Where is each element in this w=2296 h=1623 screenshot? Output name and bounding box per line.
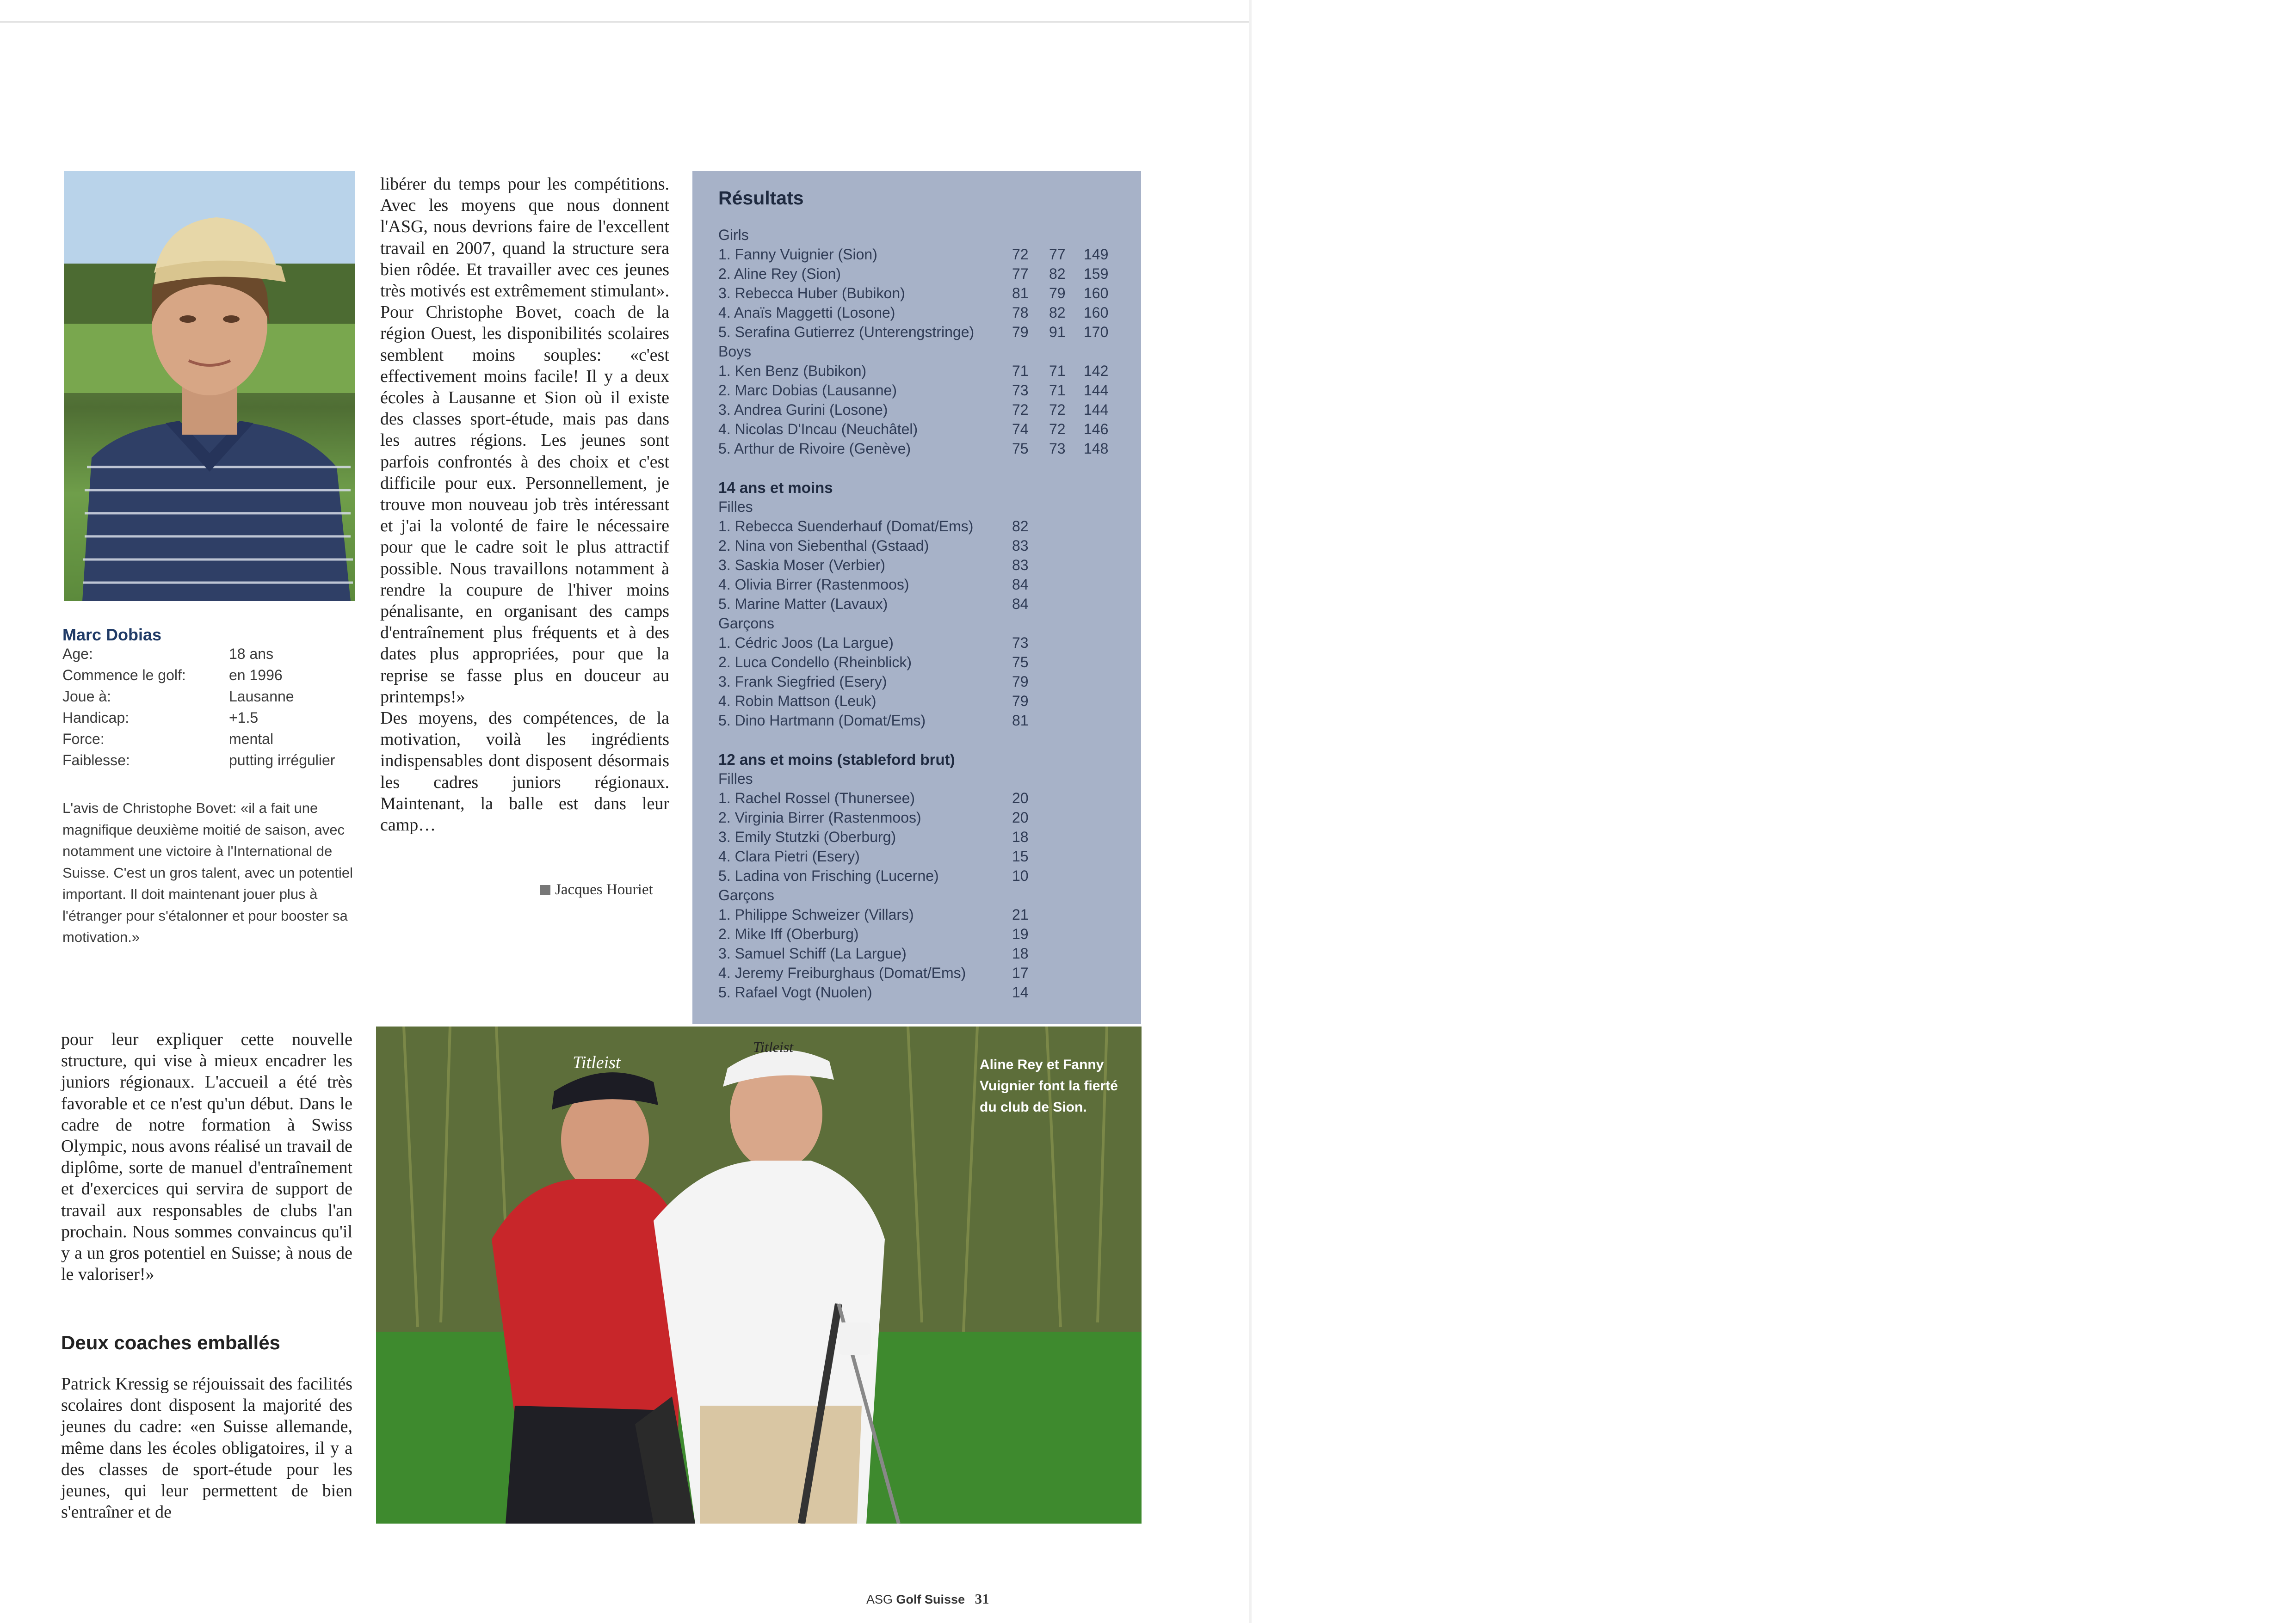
results-row [718, 596, 1125, 615]
round-1-score: 72 [1012, 246, 1029, 263]
total-score: 160 [1084, 304, 1109, 321]
round-2-score: 82 [1049, 265, 1066, 282]
player-name: 4. Jeremy Freiburghaus (Domat/Ems) [718, 965, 966, 981]
player-name: 2. Marc Dobias (Lausanne) [718, 382, 897, 399]
article-paragraph: libérer du temps pour les compétitions. Avec les moyens que nous donnent l'ASG, nous devrions faire de l'excellent travail en 2007, quand la structure sera bien rôdée. Et travailler avec ces jeunes très motivés est extrêmement stimulant». Pour Christophe Bovet, coach de la région Ouest, les disponibilités scolaires semblent moins souples: «c'est effectivement moins facile! Il y a deux écoles à Lausanne et Sion où il existe des classes sport-étude, mais pas dans les autres régions. Les jeunes sont parfois confrontés à des choix et c'est difficile pour eux. Personnellement, je trouve mon nouveau job très intéressant et j'ai la volonté de faire le nécessaire pour que le cadre soit le plus attractif possible. Nous travaillons notamment à rendre la coupure de l'hiver moins pénalisante, en organisant des camps d'entraînement plus fréquents et à des dates plus appropriées, pour que la reprise se fasse plus en douceur au printemps!» [380, 174, 669, 707]
square-bullet-icon [540, 885, 550, 895]
player-name: 1. Philippe Schweizer (Villars) [718, 906, 914, 923]
profile-value: +1.5 [229, 709, 259, 726]
results-row [718, 401, 1125, 421]
results-category: Garçons [718, 615, 774, 632]
player-name: 4. Robin Mattson (Leuk) [718, 693, 876, 709]
results-row [718, 576, 1125, 596]
player-score: 82 [1012, 518, 1029, 535]
round-1-score: 72 [1012, 401, 1029, 418]
profile-value: Lausanne [229, 688, 294, 705]
footer-prefix: ASG [866, 1592, 893, 1606]
results-row [718, 984, 1125, 1003]
profile-label: Age: [62, 646, 93, 662]
results-row [718, 906, 1125, 926]
player-name: 5. Rafael Vogt (Nuolen) [718, 984, 872, 1001]
results-group-heading: 12 ans et moins (stableford brut) [718, 751, 955, 768]
total-score: 142 [1084, 363, 1109, 379]
results-title: Résultats [718, 187, 804, 209]
results-row [718, 537, 1125, 557]
round-1-score: 75 [1012, 440, 1029, 457]
player-name: 4. Anaïs Maggetti (Losone) [718, 304, 895, 321]
profile-value: en 1996 [229, 667, 283, 683]
round-1-score: 77 [1012, 265, 1029, 282]
player-score: 84 [1012, 576, 1029, 593]
player-score: 18 [1012, 829, 1029, 845]
player-score: 83 [1012, 537, 1029, 554]
player-score: 10 [1012, 867, 1029, 884]
round-2-score: 71 [1049, 363, 1066, 379]
results-row [718, 421, 1125, 440]
results-category: Filles [718, 770, 753, 787]
player-name: 1. Cédric Joos (La Largue) [718, 634, 894, 651]
results-row [718, 285, 1125, 304]
player-name: 1. Ken Benz (Bubikon) [718, 363, 867, 379]
profile-label: Handicap: [62, 709, 130, 726]
results-row [718, 363, 1125, 382]
total-score: 159 [1084, 265, 1109, 282]
results-row [718, 790, 1125, 809]
player-name: 2. Luca Condello (Rheinblick) [718, 654, 912, 670]
profile-label: Force: [62, 731, 105, 747]
cap-logo-text: Titleist [573, 1053, 621, 1072]
total-score: 170 [1084, 324, 1109, 340]
round-2-score: 91 [1049, 324, 1066, 340]
profile-value: putting irrégulier [229, 752, 335, 768]
player-score: 73 [1012, 634, 1029, 651]
round-2-score: 77 [1049, 246, 1066, 263]
player-name: 3. Andrea Gurini (Losone) [718, 401, 888, 418]
total-score: 160 [1084, 285, 1109, 301]
results-row [718, 809, 1125, 829]
player-score: 20 [1012, 790, 1029, 806]
round-2-score: 79 [1049, 285, 1066, 301]
player-name: 1. Rachel Rossel (Thunersee) [718, 790, 915, 806]
player-score: 20 [1012, 809, 1029, 826]
profile-value: mental [229, 731, 274, 747]
player-name: 2. Aline Rey (Sion) [718, 265, 841, 282]
player-score: 84 [1012, 596, 1029, 612]
results-row [718, 634, 1125, 654]
profile-label: Faiblesse: [62, 752, 130, 768]
player-score: 83 [1012, 557, 1029, 573]
article-column-1: pour leur expliquer cette nouvelle structure, qui vise à mieux encadrer les juniors régionaux. L'accueil a été très favorable et ce n'est qu'un début. Dans le cadre de notre formation à Swiss Olympic, nous avons réalisé un travail de diplôme, sorte de manuel d'entraînement et d'exercices qui servira de support de travail aux responsables de clubs l'an prochain. Nous sommes convaincus qu'il y a un gros potentiel en Suisse; à nous de le valoriser!» [61, 1030, 353, 1285]
article-paragraph: Des moyens, des compétences, de la motivation, voilà les ingrédients indispensables dont disposent désormais les cadres juniors régionaux. Maintenant, la balle est dans leur camp… [380, 708, 669, 835]
footer-magazine: Golf Suisse [896, 1592, 965, 1606]
player-score: 81 [1012, 712, 1029, 729]
round-1-score: 79 [1012, 324, 1029, 340]
results-group-heading: 14 ans et moins [718, 479, 833, 496]
results-row [718, 382, 1125, 401]
results-row [718, 848, 1125, 867]
results-category: Filles [718, 498, 753, 515]
results-row [718, 926, 1125, 945]
portrait-photo [64, 171, 355, 601]
page-number: 31 [975, 1591, 989, 1607]
results-row [718, 518, 1125, 537]
author-name: Jacques Houriet [555, 881, 653, 898]
results-category: Garçons [718, 887, 774, 904]
player-name: 3. Samuel Schiff (La Largue) [718, 945, 907, 962]
results-row [718, 265, 1125, 285]
player-name: 3. Saskia Moser (Verbier) [718, 557, 886, 573]
player-name: 3. Emily Stutzki (Oberburg) [718, 829, 896, 845]
round-1-score: 71 [1012, 363, 1029, 379]
player-name: 5. Ladina von Frisching (Lucerne) [718, 867, 939, 884]
results-category: Boys [718, 343, 752, 360]
player-name: 1. Rebecca Suenderhauf (Domat/Ems) [718, 518, 974, 535]
cap-logo-text-2: Titleist [753, 1039, 794, 1055]
profile-label: Commence le golf: [62, 667, 186, 683]
coach-quote: L'avis de Christophe Bovet: «il a fait une magnifique deuxième moitié de saison, avec notamment une victoire à l'International de Suisse. C'est un gros talent, avec un potentiel important. Il doit maintenant jouer plus à l'étranger pour s'étalonner et pour booster sa motivation.» [62, 800, 353, 945]
player-name: 1. Fanny Vuignier (Sion) [718, 246, 877, 263]
total-score: 149 [1084, 246, 1109, 263]
player-name: 3. Frank Siegfried (Esery) [718, 673, 887, 690]
player-score: 19 [1012, 926, 1029, 942]
results-row [718, 965, 1125, 984]
total-score: 144 [1084, 382, 1109, 399]
round-1-score: 73 [1012, 382, 1029, 399]
results-row [718, 867, 1125, 887]
player-name: 4. Clara Pietri (Esery) [718, 848, 860, 865]
page-edge [1249, 0, 1252, 1623]
player-score: 75 [1012, 654, 1029, 670]
results-row [718, 246, 1125, 265]
section-heading: Deux coaches emballés [61, 1332, 280, 1353]
player-score: 15 [1012, 848, 1029, 865]
results-row [718, 712, 1125, 732]
round-2-score: 73 [1049, 440, 1066, 457]
profile-value: 18 ans [229, 646, 274, 662]
results-row [718, 693, 1125, 712]
results-row [718, 324, 1125, 343]
results-row [718, 829, 1125, 848]
total-score: 148 [1084, 440, 1109, 457]
author-signature [540, 881, 653, 898]
player-name: 2. Nina von Siebenthal (Gstaad) [718, 537, 929, 554]
results-row [718, 654, 1125, 673]
player-name: 5. Serafina Gutierrez (Unterengstringe) [718, 324, 975, 340]
player-score: 18 [1012, 945, 1029, 962]
round-1-score: 78 [1012, 304, 1029, 321]
round-1-score: 74 [1012, 421, 1029, 437]
player-name: 2. Virginia Birrer (Rastenmoos) [718, 809, 921, 826]
results-row [718, 557, 1125, 576]
results-row [718, 440, 1125, 460]
round-2-score: 72 [1049, 401, 1066, 418]
top-rule [0, 21, 1249, 23]
player-score: 79 [1012, 693, 1029, 709]
results-row [718, 945, 1125, 965]
player-score: 17 [1012, 965, 1029, 981]
round-2-score: 72 [1049, 421, 1066, 437]
player-name: 4. Nicolas D'Incau (Neuchâtel) [718, 421, 918, 437]
player-score: 79 [1012, 673, 1029, 690]
profile-label: Joue à: [62, 688, 111, 705]
round-1-score: 81 [1012, 285, 1029, 301]
round-2-score: 82 [1049, 304, 1066, 321]
player-name: 4. Olivia Birrer (Rastenmoos) [718, 576, 909, 593]
total-score: 146 [1084, 421, 1109, 437]
player-score: 21 [1012, 906, 1029, 923]
profile-name: Marc Dobias [62, 625, 162, 644]
player-name: 5. Marine Matter (Lavaux) [718, 596, 888, 612]
results-category: Girls [718, 227, 749, 243]
article-column-1-continued: Patrick Kressig se réjouissait des facilités scolaires dont disposent la majorité des jeunes du cadre: «en Suisse allemande, même dans les écoles obligatoires, il y a des classes de sport-étude pour les jeunes, qui leur permettent de bien s'entraîner et de [61, 1374, 353, 1522]
player-name: 2. Mike Iff (Oberburg) [718, 926, 859, 942]
results-row [718, 304, 1125, 324]
results-row [718, 673, 1125, 693]
player-name: 3. Rebecca Huber (Bubikon) [718, 285, 905, 301]
total-score: 144 [1084, 401, 1109, 418]
article-column-2 [380, 173, 669, 836]
page-footer [866, 1591, 989, 1607]
player-name: 5. Dino Hartmann (Domat/Ems) [718, 712, 926, 729]
photo-caption: Aline Rey et Fanny Vuignier font la fierté du club de Sion. [980, 1057, 1118, 1115]
round-2-score: 71 [1049, 382, 1066, 399]
player-score: 14 [1012, 984, 1029, 1001]
player-name: 5. Arthur de Rivoire (Genève) [718, 440, 911, 457]
